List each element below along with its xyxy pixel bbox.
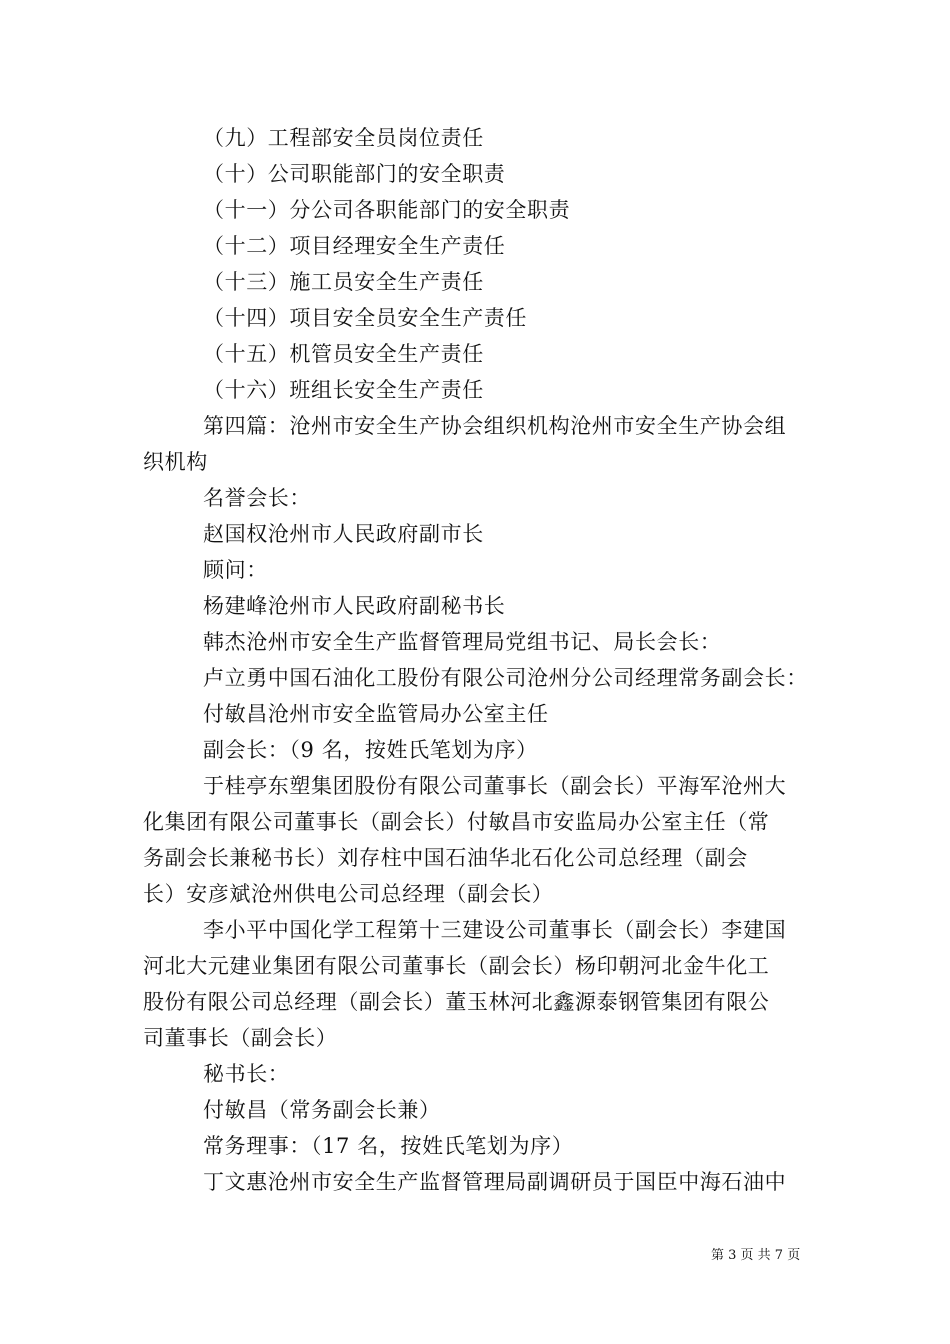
text-line: （十五）机管员安全生产责任 xyxy=(203,342,484,366)
text-line: 司董事长（副会长） xyxy=(143,1026,338,1050)
section-heading: 第四篇：沧州市安全生产协会组织机构沧州市安全生产协会组 xyxy=(203,414,787,438)
text-line: 务副会长兼秘书长）刘存柱中国石油华北石化公司总经理（副会 xyxy=(143,846,748,870)
text-line: 杨建峰沧州市人民政府副秘书长 xyxy=(203,594,506,618)
section-heading-continued: 织机构 xyxy=(143,450,208,474)
text-line: （十一）分公司各职能部门的安全职责 xyxy=(203,198,571,222)
text-line: 河北大元建业集团有限公司董事长（副会长）杨印朝河北金牛化工 xyxy=(143,954,770,978)
text-line: 李小平中国化学工程第十三建设公司董事长（副会长）李建国 xyxy=(203,918,787,942)
text-line: （十）公司职能部门的安全职责 xyxy=(203,162,506,186)
text-line: 股份有限公司总经理（副会长）董玉林河北鑫源泰钢管集团有限公 xyxy=(143,990,770,1014)
text-line: （十三）施工员安全生产责任 xyxy=(203,270,484,294)
text-line: 付敏昌沧州市安全监管局办公室主任 xyxy=(203,702,549,726)
page-number: 第 3 页 共 7 页 xyxy=(711,1248,801,1263)
text-line: 付敏昌（常务副会长兼） xyxy=(203,1098,441,1122)
text-line: 顾问： xyxy=(203,558,268,582)
text-line: （十六）班组长安全生产责任 xyxy=(203,378,484,402)
text-line: 卢立勇中国石油化工股份有限公司沧州分公司经理常务副会长： xyxy=(203,666,808,690)
text-line: 韩杰沧州市安全生产监督管理局党组书记、局长会长： xyxy=(203,630,722,654)
text-line: （九）工程部安全员岗位责任 xyxy=(203,126,484,150)
text-line: 常务理事：（17 名，按姓氏笔划为序） xyxy=(203,1134,574,1158)
text-line: 化集团有限公司董事长（副会长）付敏昌市安监局办公室主任（常 xyxy=(143,810,770,834)
text-line: 名誉会长： xyxy=(203,486,311,510)
text-line: 长）安彦斌沧州供电公司总经理（副会长） xyxy=(143,882,554,906)
text-line: （十二）项目经理安全生产责任 xyxy=(203,234,506,258)
text-line: 秘书长： xyxy=(203,1062,290,1086)
text-line: 副会长：（9 名，按姓氏笔划为序） xyxy=(203,738,538,762)
text-line: 丁文惠沧州市安全生产监督管理局副调研员于国臣中海石油中 xyxy=(203,1170,787,1194)
text-line: 赵国权沧州市人民政府副市长 xyxy=(203,522,484,546)
text-line: 于桂亭东塑集团股份有限公司董事长（副会长）平海军沧州大 xyxy=(203,774,787,798)
text-line: （十四）项目安全员安全生产责任 xyxy=(203,306,527,330)
